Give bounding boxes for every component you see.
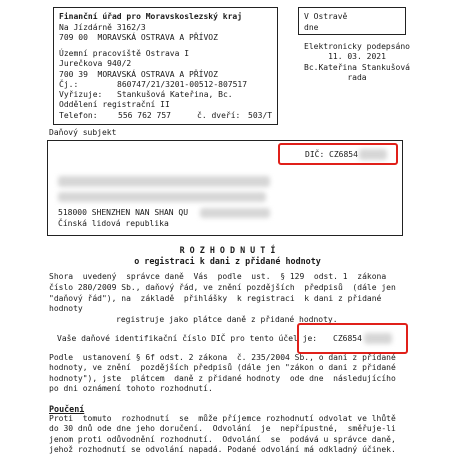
branch-name: Územní pracoviště Ostrava I xyxy=(59,49,190,58)
para2-line-3: hodnoty"), jste plátcem daně z přidané hodnoty ode dne následujícího xyxy=(49,374,396,383)
signature-name: Bc.Kateřina Stankušová xyxy=(304,63,410,72)
door-value: 503/T xyxy=(248,111,273,120)
branch-street: Jurečkova 940/2 xyxy=(59,59,132,68)
subject-dic-highlight xyxy=(278,143,398,165)
para1-line-4: hodnoty xyxy=(49,304,83,313)
subject-address-redaction xyxy=(58,192,266,202)
signature-line-1: Elektronicky podepsáno xyxy=(304,42,410,51)
department: Oddělení registrační II xyxy=(59,100,170,109)
subject-name-redaction xyxy=(58,176,270,187)
telefon-value: 556 762 757 xyxy=(118,111,171,120)
office-street: Na Jízdárně 3162/3 xyxy=(59,23,146,32)
door-label: č. dveří: xyxy=(197,111,241,120)
vyrizuje-value: Stankušová Kateřina, Bc. xyxy=(117,90,233,99)
subject-dic-value: CZ6854 xyxy=(329,150,358,159)
para1-line-2: číslo 280/2009 Sb., daňový řád, ve znění pozdějších předpisů (dále jen xyxy=(49,283,396,292)
dic-value: CZ6854 xyxy=(333,334,362,343)
signature-title: rada xyxy=(347,73,367,82)
cj-value: 860747/21/3201-00512-807517 xyxy=(117,80,248,89)
subject-address-line-1: 518000 SHENZHEN NAN SHAN QU xyxy=(58,208,189,217)
pouceni-heading: Poučení xyxy=(49,404,85,414)
subject-address-redaction-2 xyxy=(200,208,270,218)
para1-line-1: Shora uvedený správce daně Vás podle ust. § 129 odst. 1 zákona xyxy=(49,272,387,281)
vyrizuje-label: Vyřizuje: xyxy=(59,90,103,99)
date-label: dne xyxy=(304,23,319,32)
pouceni-line-2: do 30 dnů ode dne jeho doručení. Odvolání je nepřípustné, směřuje-li xyxy=(49,424,396,433)
signature-date: 11. 03. 2021 xyxy=(328,52,386,61)
decision-subtitle: o registraci k dani z přidané hodnoty xyxy=(134,256,321,266)
para1-line-3: "daňový řád"), na základě přihlášky k registraci k dani z přidané xyxy=(49,294,382,303)
para2-line-2: hodnoty, ve znění pozdějších předpisů (dále jen "zákon o dani z přidané xyxy=(49,363,396,372)
office-city: 709 00 MORAVSKÁ OSTRAVA A PŘÍVOZ xyxy=(59,33,218,42)
tax-subject-label: Daňový subjekt xyxy=(49,128,117,137)
pouceni-line-4: jehož rozhodnutí se odvolání napadá. Podané odvolání má odkladný účinek. xyxy=(49,445,396,454)
subject-dic-label: DIČ: xyxy=(305,150,325,159)
office-name: Finanční úřad pro Moravskoslezský kraj xyxy=(59,12,243,21)
dic-sentence: Vaše daňové identifikační číslo DIČ pro tento účel je: xyxy=(57,334,318,343)
para2-line-1: Podle ustanovení § 6f odst. 2 zákona č. 235/2004 Sb., o dani z přidané xyxy=(49,353,396,362)
place-text: V Ostravě xyxy=(304,12,348,21)
cj-label: Čj.: xyxy=(59,80,79,89)
branch-city: 700 39 MORAVSKÁ OSTRAVA A PŘÍVOZ xyxy=(59,70,218,79)
pouceni-line-3: jenom proti odůvodnění rozhodnutí. Odvolání se podává u správce daně, xyxy=(49,435,396,444)
telefon-label: Telefon: xyxy=(59,111,98,120)
subject-address-line-2: Čínská lidová republika xyxy=(58,219,169,228)
para1-line-5: registruje jako plátce daně z přidané hodnoty. xyxy=(116,315,338,324)
para2-line-4: po dni oznámení tohoto rozhodnutí. xyxy=(49,384,213,393)
pouceni-line-1: Proti tomuto rozhodnutí se může příjemce rozhodnutí odvolat ve lhůtě xyxy=(49,414,396,423)
decision-title: R O Z H O D N U T Í xyxy=(179,245,276,255)
dic-highlight xyxy=(297,323,408,354)
